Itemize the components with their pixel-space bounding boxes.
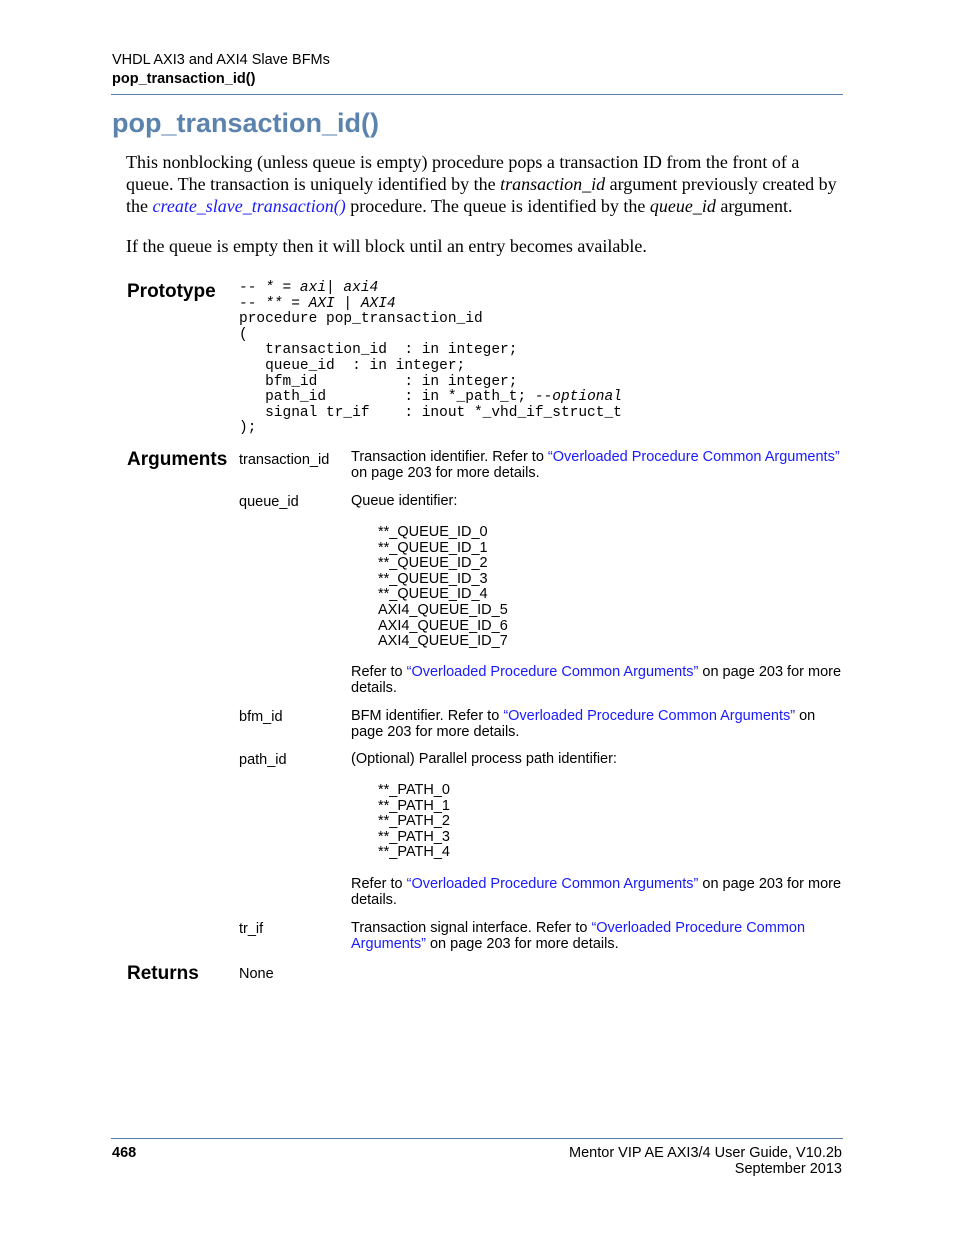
running-header-section: pop_transaction_id()	[112, 71, 256, 87]
arg-desc-transaction-id: Transaction identifier. Refer to “Overloaded Procedure Common Arguments” on page 203 for more details.	[351, 449, 840, 481]
overloaded-args-link[interactable]: “Overloaded Procedure Common Arguments”	[547, 449, 840, 465]
path-id-value: **_PATH_3	[378, 828, 450, 845]
arg-name-queue-id: queue_id	[239, 494, 299, 510]
running-header-chapter: VHDL AXI3 and AXI4 Slave BFMs	[112, 52, 330, 68]
arg-name-bfm-id: bfm_id	[239, 709, 283, 725]
path-id-value: **_PATH_2	[378, 813, 450, 830]
prototype-label: Prototype	[127, 281, 216, 302]
queue-id-value: AXI4_QUEUE_ID_5	[378, 601, 508, 618]
arg-desc-tr-if: Transaction signal interface. Refer to “Overloaded Procedure Common Arguments” on page 203 for more details.	[351, 920, 806, 952]
overloaded-args-link[interactable]: “Overloaded Procedure Common Arguments”	[503, 708, 796, 724]
queue-id-value: AXI4_QUEUE_ID_6	[378, 617, 508, 634]
path-id-value: **_PATH_1	[378, 797, 450, 814]
arg-desc-path-id: (Optional) Parallel process path identifier:	[351, 751, 617, 767]
footer-rule	[111, 1138, 843, 1139]
returns-label: Returns	[127, 963, 199, 984]
path-id-value: **_PATH_4	[378, 844, 450, 861]
arguments-label: Arguments	[127, 449, 228, 470]
queue-id-values	[378, 525, 508, 650]
queue-id-value: AXI4_QUEUE_ID_7	[378, 633, 508, 650]
arg-name-transaction-id: transaction_id	[239, 452, 330, 468]
queue-id-value: **_QUEUE_ID_4	[378, 586, 488, 603]
arg-desc-bfm-id: BFM identifier. Refer to “Overloaded Procedure Common Arguments” on page 203 for more details.	[351, 708, 816, 740]
queue-id-value: **_QUEUE_ID_2	[378, 555, 488, 572]
page-title: pop_transaction_id()	[112, 108, 380, 138]
blocking-note: If the queue is empty then it will block until an entry becomes available.	[126, 236, 647, 256]
returns-value: None	[239, 966, 274, 982]
arg-name-path-id: path_id	[239, 752, 287, 768]
arg-name-tr-if: tr_if	[239, 921, 264, 937]
arg-desc-queue-id: Queue identifier:	[351, 493, 458, 509]
overloaded-args-link[interactable]: “Overloaded Procedure Common Arguments”	[351, 920, 806, 952]
create-slave-transaction-link[interactable]: create_slave_transaction()	[152, 196, 346, 216]
header-rule	[111, 94, 843, 95]
queue-id-value: **_QUEUE_ID_1	[378, 539, 488, 556]
queue-id-value: **_QUEUE_ID_0	[378, 524, 488, 540]
intro-paragraph: This nonblocking (unless queue is empty) procedure pops a transaction ID from the front of a queue. The transaction is uniquely identified by the transaction_id argument previously created by the create_slave_transaction() procedure. The queue is identified by the queue_id argument.	[126, 152, 837, 216]
guide-title: Mentor VIP AE AXI3/4 User Guide, V10.2b	[569, 1145, 842, 1161]
overloaded-args-link[interactable]: “Overloaded Procedure Common Arguments”	[406, 664, 699, 680]
path-id-refer: Refer to “Overloaded Procedure Common Arguments” on page 203 for more details.	[351, 876, 842, 908]
path-id-value: **_PATH_0	[378, 782, 450, 798]
queue-id-refer: Refer to “Overloaded Procedure Common Arguments” on page 203 for more details.	[351, 664, 842, 696]
queue-id-value: **_QUEUE_ID_3	[378, 570, 488, 587]
prototype-code: -- * = axi| axi4 -- ** = AXI | AXI4 procedure pop_transaction_id ( transaction_id : in integer; queue_id : in integer; bfm_id : in integer; path_id : in *_path_t; --optional signal tr_if : inout *_vhd_if_struct_t );	[239, 280, 622, 437]
page-number: 468	[112, 1145, 137, 1161]
publication-date: September 2013	[734, 1161, 842, 1177]
overloaded-args-link[interactable]: “Overloaded Procedure Common Arguments”	[406, 876, 699, 892]
path-id-values	[378, 783, 450, 861]
